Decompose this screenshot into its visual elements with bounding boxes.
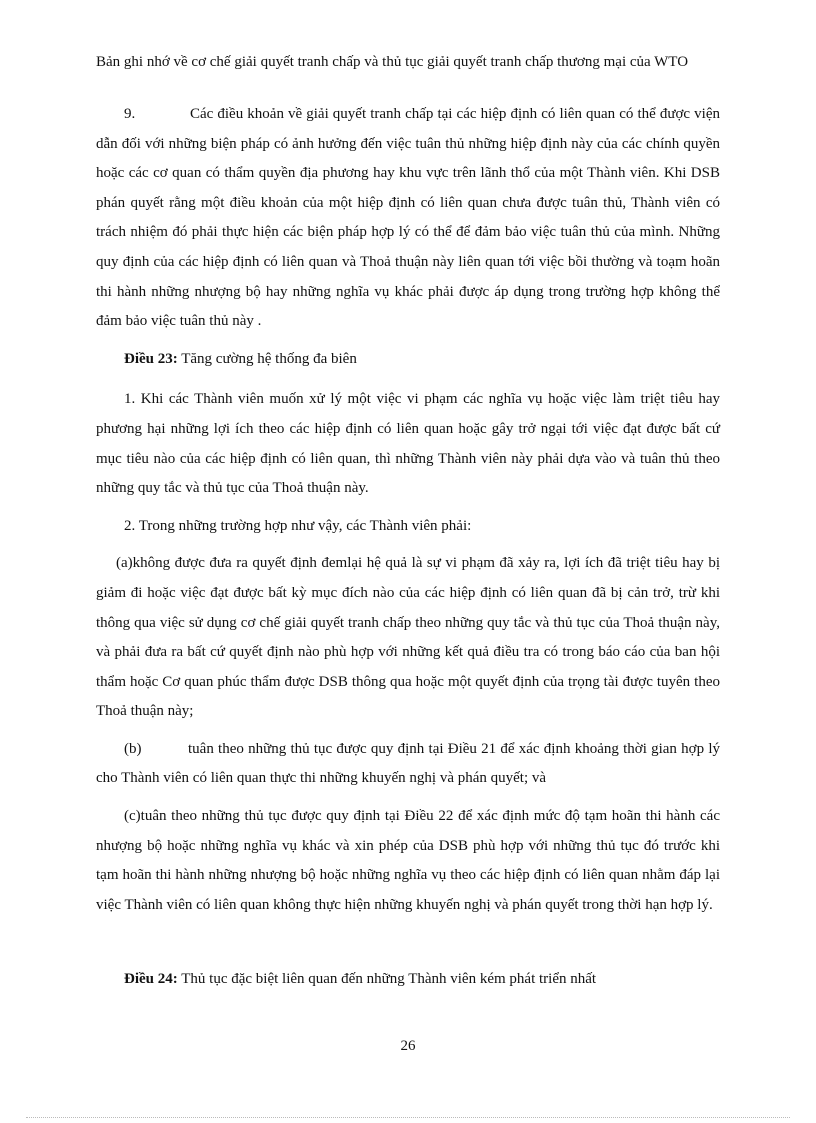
article-23-item-b-text: tuân theo những thủ tục được quy định tại Điều 21 để xác định khoảng thời gian hợp lý cho Thành viên có liên quan thực thi những khuyến nghị và phán quyết; và [96,740,720,787]
article-23-label: Điều 23: [124,350,178,367]
document-body [96,100,720,995]
page-bottom-divider [26,1117,790,1118]
article-24-label: Điều 24: [124,971,178,988]
article-23-item-b-label: (b) [124,740,142,757]
article-23-item-a: (a)không được đưa ra quyết định đemlại hệ quả là sự vi phạm đã xảy ra, lợi ích đã triệt tiêu hay bị giảm đi hoặc việc đạt được bất kỳ mục đích nào của các hiệp định có liên quan đã bị cản trở, trừ khi thông qua việc sử dụng cơ chế giải quyết tranh chấp theo những quy tắc và thủ tục của Thoả thuận này, và phải đưa ra bất cứ quyết định nào phù hợp với những kết quả điều tra có trong báo cáo của ban hội thẩm hoặc Cơ quan phúc thẩm được DSB thông qua hoặc một quyết định của trọng tài được tuyên theo Thoả thuận này; [96,555,720,720]
article-23-item-c: (c)tuân theo những thủ tục được quy định tại Điều 22 để xác định mức độ tạm hoãn thi hành các nhượng bộ hoặc những nghĩa vụ khác và xin phép của DSB phù hợp với những thủ tục đó trước khi tạm hoãn thi hành những nhượng bộ hoặc những nghĩa vụ theo các hiệp định có liên quan nhằm đáp lại việc Thành viên có liên quan không thực hiện những khuyến nghị và phán quyết trong thời hạn hợp lý. [96,808,720,913]
article-23-title: Tăng cường hệ thống đa biên [181,350,357,367]
article-24-title: Thủ tục đặc biệt liên quan đến những Thành viên kém phát triển nhất [181,971,597,988]
article-23-clause-2: 2. Trong những trường hợp như vậy, các Thành viên phải: [124,517,472,534]
paragraph-9-number: 9. [124,106,136,122]
article-23-clause-1: 1. Khi các Thành viên muốn xử lý một việc vi phạm các nghĩa vụ hoặc việc làm triệt tiêu hay phương hại những lợi ích theo các hiệp định có liên quan hoặc gây trở ngại tới việc đạt được bất cứ mục tiêu nào của các hiệp định có liên quan, thì những Thành viên này phải dựa vào và tuân thủ theo những quy tắc và thủ tục của Thoả thuận này. [96,391,720,497]
paragraph-9 [96,100,720,337]
article-23-heading [96,345,720,375]
document-header: Bản ghi nhớ về cơ chế giải quyết tranh chấp và thủ tục giải quyết tranh chấp thương mại của WTO [96,54,689,70]
article-24-heading [96,965,720,995]
paragraph-9-text: Các điều khoản về giải quyết tranh chấp tại các hiệp định có liên quan có thể được viện dẫn đối với những biện pháp có ảnh hưởng đến việc tuân thủ những hiệp định này của các chính quyền hoặc các cơ quan có thẩm quyền địa phương hay khu vực trên lãnh thổ của một Thành viên. Khi DSB phán quyết rằng một điều khoản của một hiệp định có liên quan chưa được tuân thủ, Thành viên có trách nhiệm đó phải thực hiện các biện pháp hợp lý có thể để đảm bảo việc tuân thủ của mình. Những quy định của các hiệp định có liên quan và Thoả thuận này liên quan tới việc bồi thường và toạm hoãn thi hành những nhượng bộ hay những nghĩa vụ khác phải được áp dụng trong trường hợp không thể đảm bảo việc tuân thủ này . [96,106,720,330]
article-23-item-b [96,735,720,794]
page-number: 26 [400,1038,416,1054]
